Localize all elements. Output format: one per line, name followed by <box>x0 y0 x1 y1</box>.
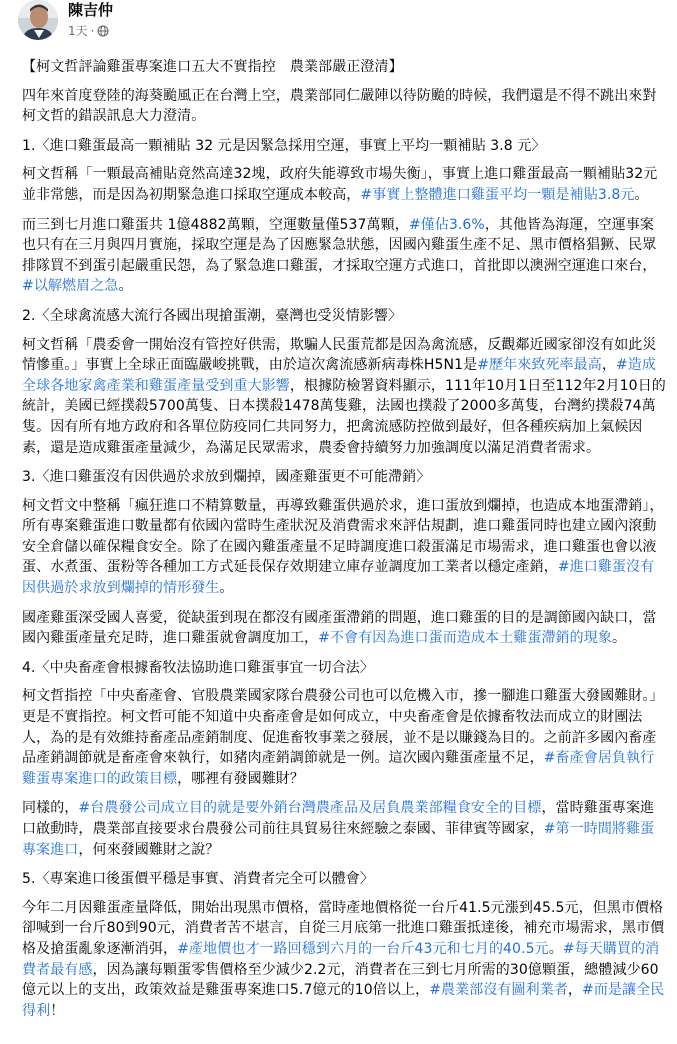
paragraph <box>22 608 668 649</box>
text-segment: 今年二月因雞蛋產量降低，開始出現黑市價格，當時產地價格從一台斤41.5元漲到45.5元，但黑市價格卻喊到一台斤80到90元，消費者苦不堪言，自從三月底第一批進口雞蛋抵達後，補充市場需求，黑市價格及搶蛋亂象逐漸消弭， <box>22 899 665 957</box>
text-segment: ， <box>601 357 616 374</box>
section-heading <box>22 467 668 488</box>
hashtag-link[interactable]: #以解燃眉之急 <box>22 278 119 295</box>
author-name[interactable]: 陳吉仲 <box>68 1 114 19</box>
hashtag-link[interactable]: #農業部沒有圖利業者 <box>429 982 568 999</box>
text-segment: ，根據防檢署資料顯示，111年10月1日至112年2月10日的統計，美國已經撲殺5700萬隻、日本撲殺1478萬隻雞，法國也撲殺了2000多萬隻，台灣約撲殺74萬隻。因有所有地方政府和各單位防疫同仁共同努力，把禽流感防控做到最好，但各種疾病加上氣候因素，還是造成雞蛋產量減少，為滿足民眾需求，農委會持續努力加強調度以滿足消費者需求。 <box>22 377 666 456</box>
text-segment: ，何來發國難財之說？ <box>78 841 220 858</box>
text-segment: ，因為讓每顆蛋零售價格至少減少2.2元，消費者在三到七月所需的30億顆蛋，總體減少60億元以上的支出，政策效益是雞蛋專案進口5.7億元的10倍以上， <box>22 961 659 999</box>
paragraph <box>22 164 668 205</box>
hashtag-link[interactable]: #產地價也才一路回穩到六月的一台斤43元和七月的40.5元 <box>177 940 549 957</box>
paragraph <box>22 335 668 459</box>
meta-separator: · <box>90 24 95 38</box>
text-segment: 國產雞蛋深受國人喜愛，從缺蛋到現在都沒有國產蛋滯銷的問題，進口雞蛋的目的是調節國內缺口，當國內雞蛋產量充足時，進口雞蛋就會調度加工， <box>22 609 657 647</box>
text-segment: ！ <box>50 1002 65 1019</box>
paragraph <box>22 798 668 860</box>
section-heading <box>22 869 668 890</box>
hashtag-link[interactable]: #而是讓全民得利 <box>22 982 665 1019</box>
hashtag-link[interactable]: #歷年來致死率最高 <box>477 357 602 374</box>
post-title: 【柯文哲評論雞蛋專案進口五大不實指控 農業部嚴正澄清】 <box>22 59 403 75</box>
text-segment: 四年來首度登陸的海葵颱風正在台灣上空，農業部同仁嚴陣以待防颱的時候，我們還是不得不跳出來對柯文哲的錯誤訊息大力澄清。 <box>22 87 657 125</box>
post-paragraphs <box>22 86 668 1022</box>
text-segment: 2.〈全球禽流感大流行各國出現搶蛋潮，臺灣也受災情影響〉 <box>22 307 403 324</box>
text-segment: 4.〈中央畜產會根據畜牧法協助進口雞蛋事宜一切合法〉 <box>22 659 374 676</box>
hashtag-link[interactable]: #進口雞蛋沒有因供過於求放到爛掉的情形發生 <box>22 559 655 597</box>
text-segment: 。 <box>219 580 234 597</box>
post-body <box>22 57 668 1030</box>
hashtag-link[interactable]: #畜產會居負執行雞蛋專案進口的政策目標 <box>22 750 655 787</box>
text-segment: 。 <box>611 630 627 647</box>
section-heading <box>22 136 668 157</box>
paragraph <box>22 215 668 297</box>
paragraph <box>22 496 668 599</box>
paragraph <box>22 686 668 789</box>
text-segment: 3.〈進口雞蛋沒有因供過於求放到爛掉，國產雞蛋更不可能滯銷〉 <box>22 469 431 486</box>
text-segment: 而三到七月進口雞蛋共 1億4882萬顆，空運數量僅537萬顆， <box>22 216 409 233</box>
paragraph <box>22 86 668 127</box>
hashtag-link[interactable]: #第一時間將雞蛋專案進口 <box>22 821 655 858</box>
text-segment: ，哪裡有發國難財？ <box>177 770 305 787</box>
post-time[interactable]: 1天 <box>68 24 88 38</box>
text-segment: 。 <box>548 940 563 957</box>
paragraph <box>22 898 668 1022</box>
text-segment: 柯文哲指控「中央畜產會、官股農業國家隊台農發公司也可以危機入市，摻一腳進口雞蛋大發國難財。」更是不實指控。柯文哲可能不知道中央畜產會是如何成立，中央畜產會是依據畜牧法而成立的財團法人，為的是有效維持畜產品產銷制度、促進畜牧事業之發展，並不是以賺錢為目的。之前許多國內畜產品產銷調節就是畜產會來執行，如豬肉產銷調節就是一例。這次國內雞蛋產量不足， <box>22 688 664 767</box>
text-segment: 。 <box>634 186 649 203</box>
hashtag-link[interactable]: #事實上整體進口雞蛋平均一顆是補貼3.8元 <box>360 186 635 203</box>
section-heading <box>22 306 668 327</box>
text-segment: ，其他皆為海運，空運事案也只有在三月與四月實施，採取空運是為了因應緊急狀態，因國內雞蛋生產不足、黑市價格猖獗、民眾排隊買不到蛋引起嚴重民怨，為了緊急進口雞蛋，才採取空運方式進口，首批即以澳洲空運進口來台， <box>22 216 657 274</box>
text-segment: 。 <box>118 278 133 295</box>
hashtag-link[interactable]: #不會有因為進口蛋而造成本土雞蛋滯銷的現象 <box>318 630 612 647</box>
text-segment: 柯文哲稱「一顆最高補貼竟然高達32塊，政府失能導致市場失衡」，事實上進口雞蛋最高一顆補貼32元並非常態，而是因為初期緊急進口採取空運成本較高， <box>22 166 658 203</box>
text-segment: 1.〈進口雞蛋最高一顆補貼 32 元是因緊急採用空運，事實上平均一顆補貼 3.8 元〉 <box>22 137 546 154</box>
text-segment: 柯文哲文中整稱「瘋狂進口不精算數量，再導致雞蛋供過於求，進口蛋放到爛掉，也造成本地蛋滯銷」，所有專案雞蛋進口數量都有依國內當時生產狀況及消費需求來評估規劃，進口雞蛋同時也建立國內滾動安全倉儲以確保糧食安全。除了在國內雞蛋產量不足時調度進口殺蛋滿足市場需求，進口雞蛋也會以液蛋、水煮蛋、蛋粉等各種加工方式延長保存效期建立庫存並調度加工業者以穩定產銷， <box>22 497 664 576</box>
hashtag-link[interactable]: #僅佔3.6% <box>408 216 485 233</box>
text-segment: ，當時雞蛋專案進口啟動時，農業部直接要求台農發公司前往具貿易往來經驗之泰國、菲律賓等國家， <box>22 800 655 837</box>
hashtag-link[interactable]: #台農發公司成立目的就是要外銷台灣農產品及居負農業部糧食安全的目標 <box>78 800 542 817</box>
post-meta <box>68 23 109 39</box>
text-segment: 5.〈專案進口後蛋價平穩是事實、消費者完全可以體會〉 <box>22 871 374 888</box>
post-header <box>18 0 658 44</box>
hashtag-link[interactable]: #每天購買的消費者最有感 <box>22 940 660 978</box>
text-segment: 柯文哲稱「農委會一開始沒有管控好供需，欺騙人民蛋荒都是因為禽流感，反觀鄰近國家卻沒有如此災情慘重。」事實上全球正面臨嚴峻挑戰，由於這次禽流感新病毒株H5N1是 <box>22 336 657 374</box>
hashtag-link[interactable]: #造成全球各地家禽產業和雞蛋產量受到重大影響 <box>22 357 656 394</box>
text-segment: 同樣的， <box>22 800 79 817</box>
globe-icon[interactable] <box>97 25 109 37</box>
text-segment: ， <box>567 982 583 999</box>
avatar[interactable] <box>18 0 58 40</box>
section-heading <box>22 658 668 679</box>
profile-photo <box>18 0 58 40</box>
